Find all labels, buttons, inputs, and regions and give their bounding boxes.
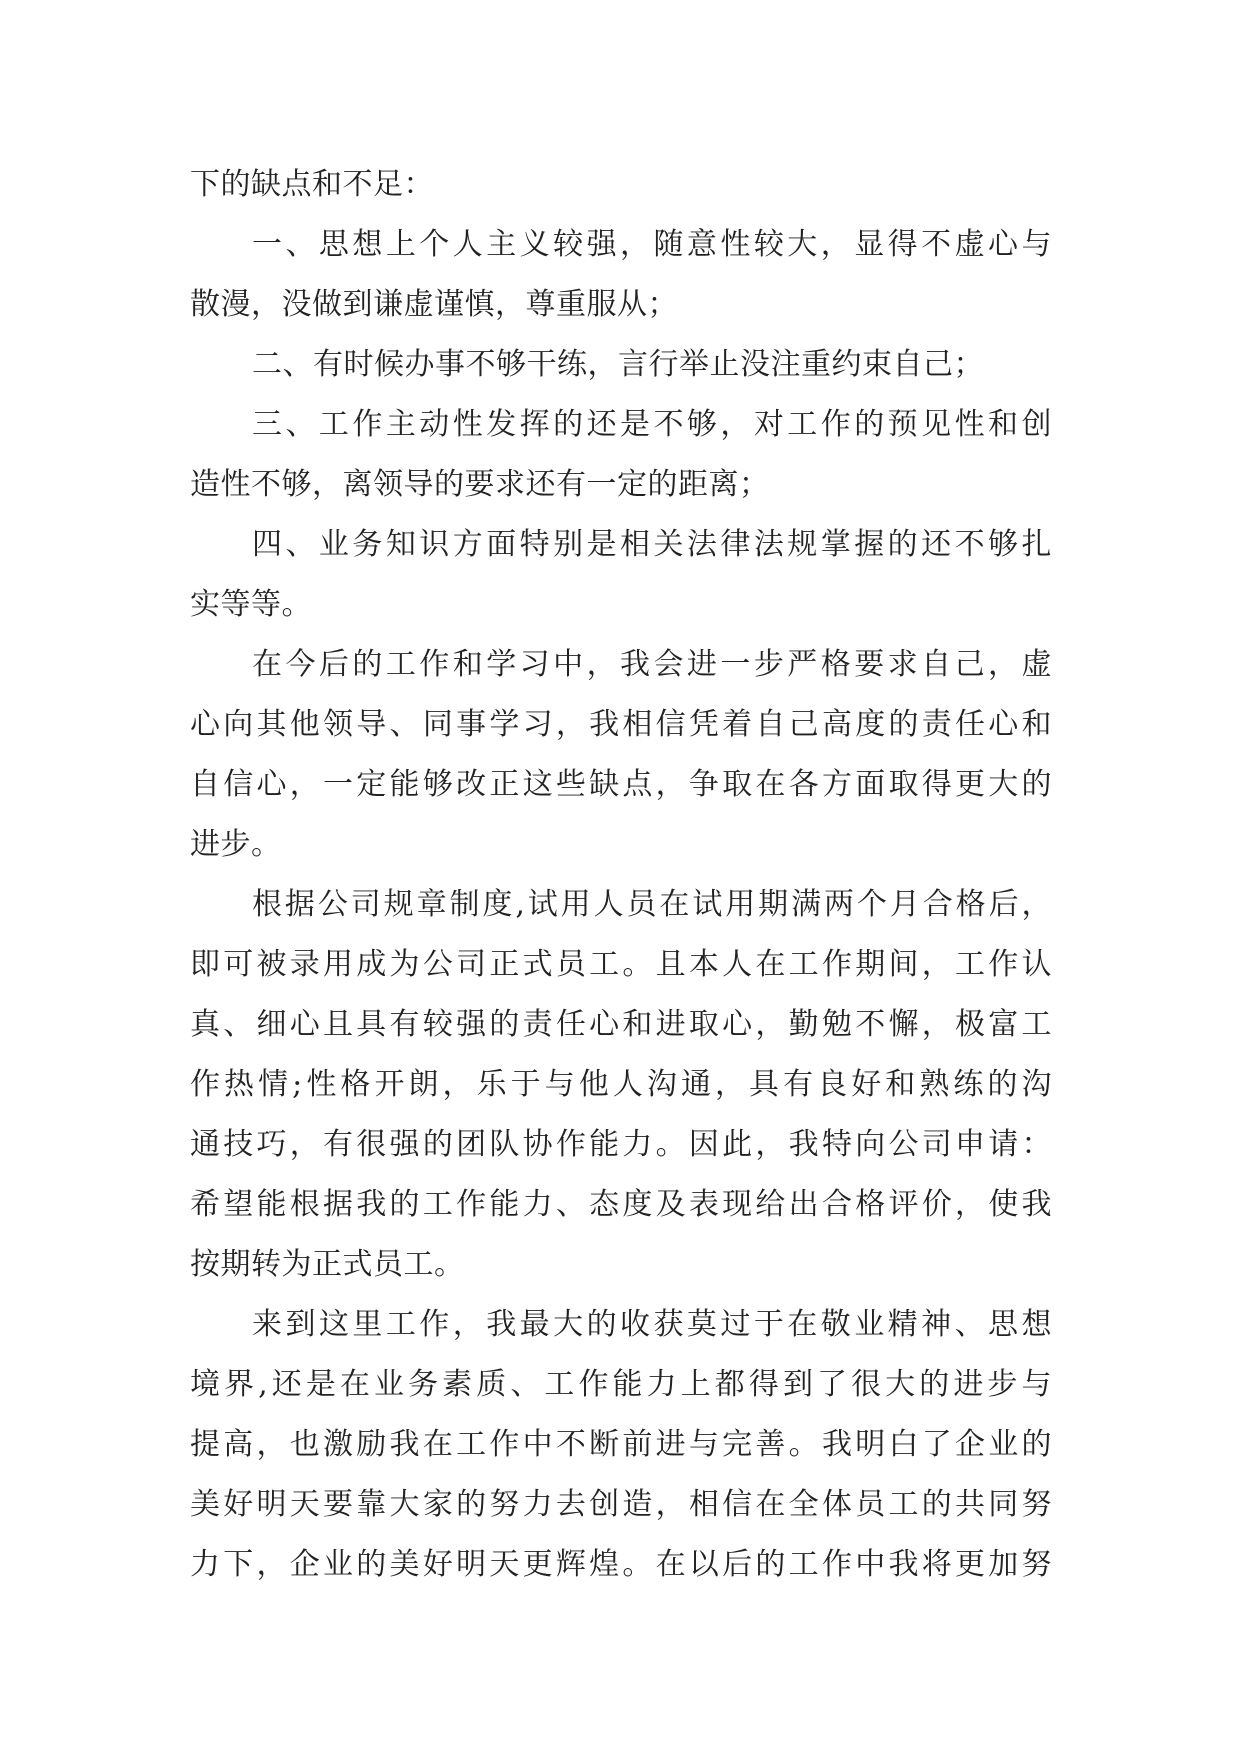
document-body	[190, 155, 1052, 1595]
text-line: 在今后的工作和学习中，我会进一步严格要求自己，虚	[252, 647, 1052, 682]
text-line: 实等等。	[190, 587, 312, 622]
text-line: 按期转为正式员工。	[190, 1247, 465, 1282]
text-line: 下的缺点和不足：	[190, 167, 434, 202]
text-line: 二、有时候办事不够干练，言行举止没注重约束自己；	[252, 347, 984, 382]
text-line: 散漫，没做到谦虚谨慎，尊重服从；	[190, 287, 678, 322]
text-line: 美好明天要靠大家的努力去创造，相信在全体员工的共同努	[190, 1487, 1052, 1522]
text-line: 进步。	[190, 827, 282, 862]
text-line: 自信心，一定能够改正这些缺点，争取在各方面取得更大的	[190, 767, 1052, 802]
text-line: 造性不够，离领导的要求还有一定的距离；	[190, 467, 770, 502]
text-line: 即可被录用成为公司正式员工。且本人在工作期间，工作认	[190, 947, 1052, 982]
text-line: 根据公司规章制度,试用人员在试用期满两个月合格后，	[252, 887, 1052, 922]
text-line: 希望能根据我的工作能力、态度及表现给出合格评价，使我	[190, 1187, 1052, 1222]
text-line: 提高，也激励我在工作中不断前进与完善。我明白了企业的	[190, 1427, 1052, 1462]
text-line: 作热情;性格开朗，乐于与他人沟通，具有良好和熟练的沟	[190, 1067, 1052, 1102]
text-line: 真、细心且具有较强的责任心和进取心，勤勉不懈，极富工	[190, 1007, 1052, 1042]
text-line: 一、思想上个人主义较强，随意性较大，显得不虚心与	[252, 227, 1052, 262]
text-line: 境界,还是在业务素质、工作能力上都得到了很大的进步与	[190, 1367, 1052, 1402]
text-line: 心向其他领导、同事学习，我相信凭着自己高度的责任心和	[190, 707, 1052, 742]
text-line: 通技巧，有很强的团队协作能力。因此，我特向公司申请：	[190, 1127, 1052, 1162]
text-line: 力下，企业的美好明天更辉煌。在以后的工作中我将更加努	[190, 1547, 1052, 1582]
text-line: 三、工作主动性发挥的还是不够，对工作的预见性和创	[252, 407, 1052, 442]
text-line: 四、业务知识方面特别是相关法律法规掌握的还不够扎	[252, 527, 1052, 562]
text-line: 来到这里工作，我最大的收获莫过于在敬业精神、思想	[252, 1307, 1052, 1342]
